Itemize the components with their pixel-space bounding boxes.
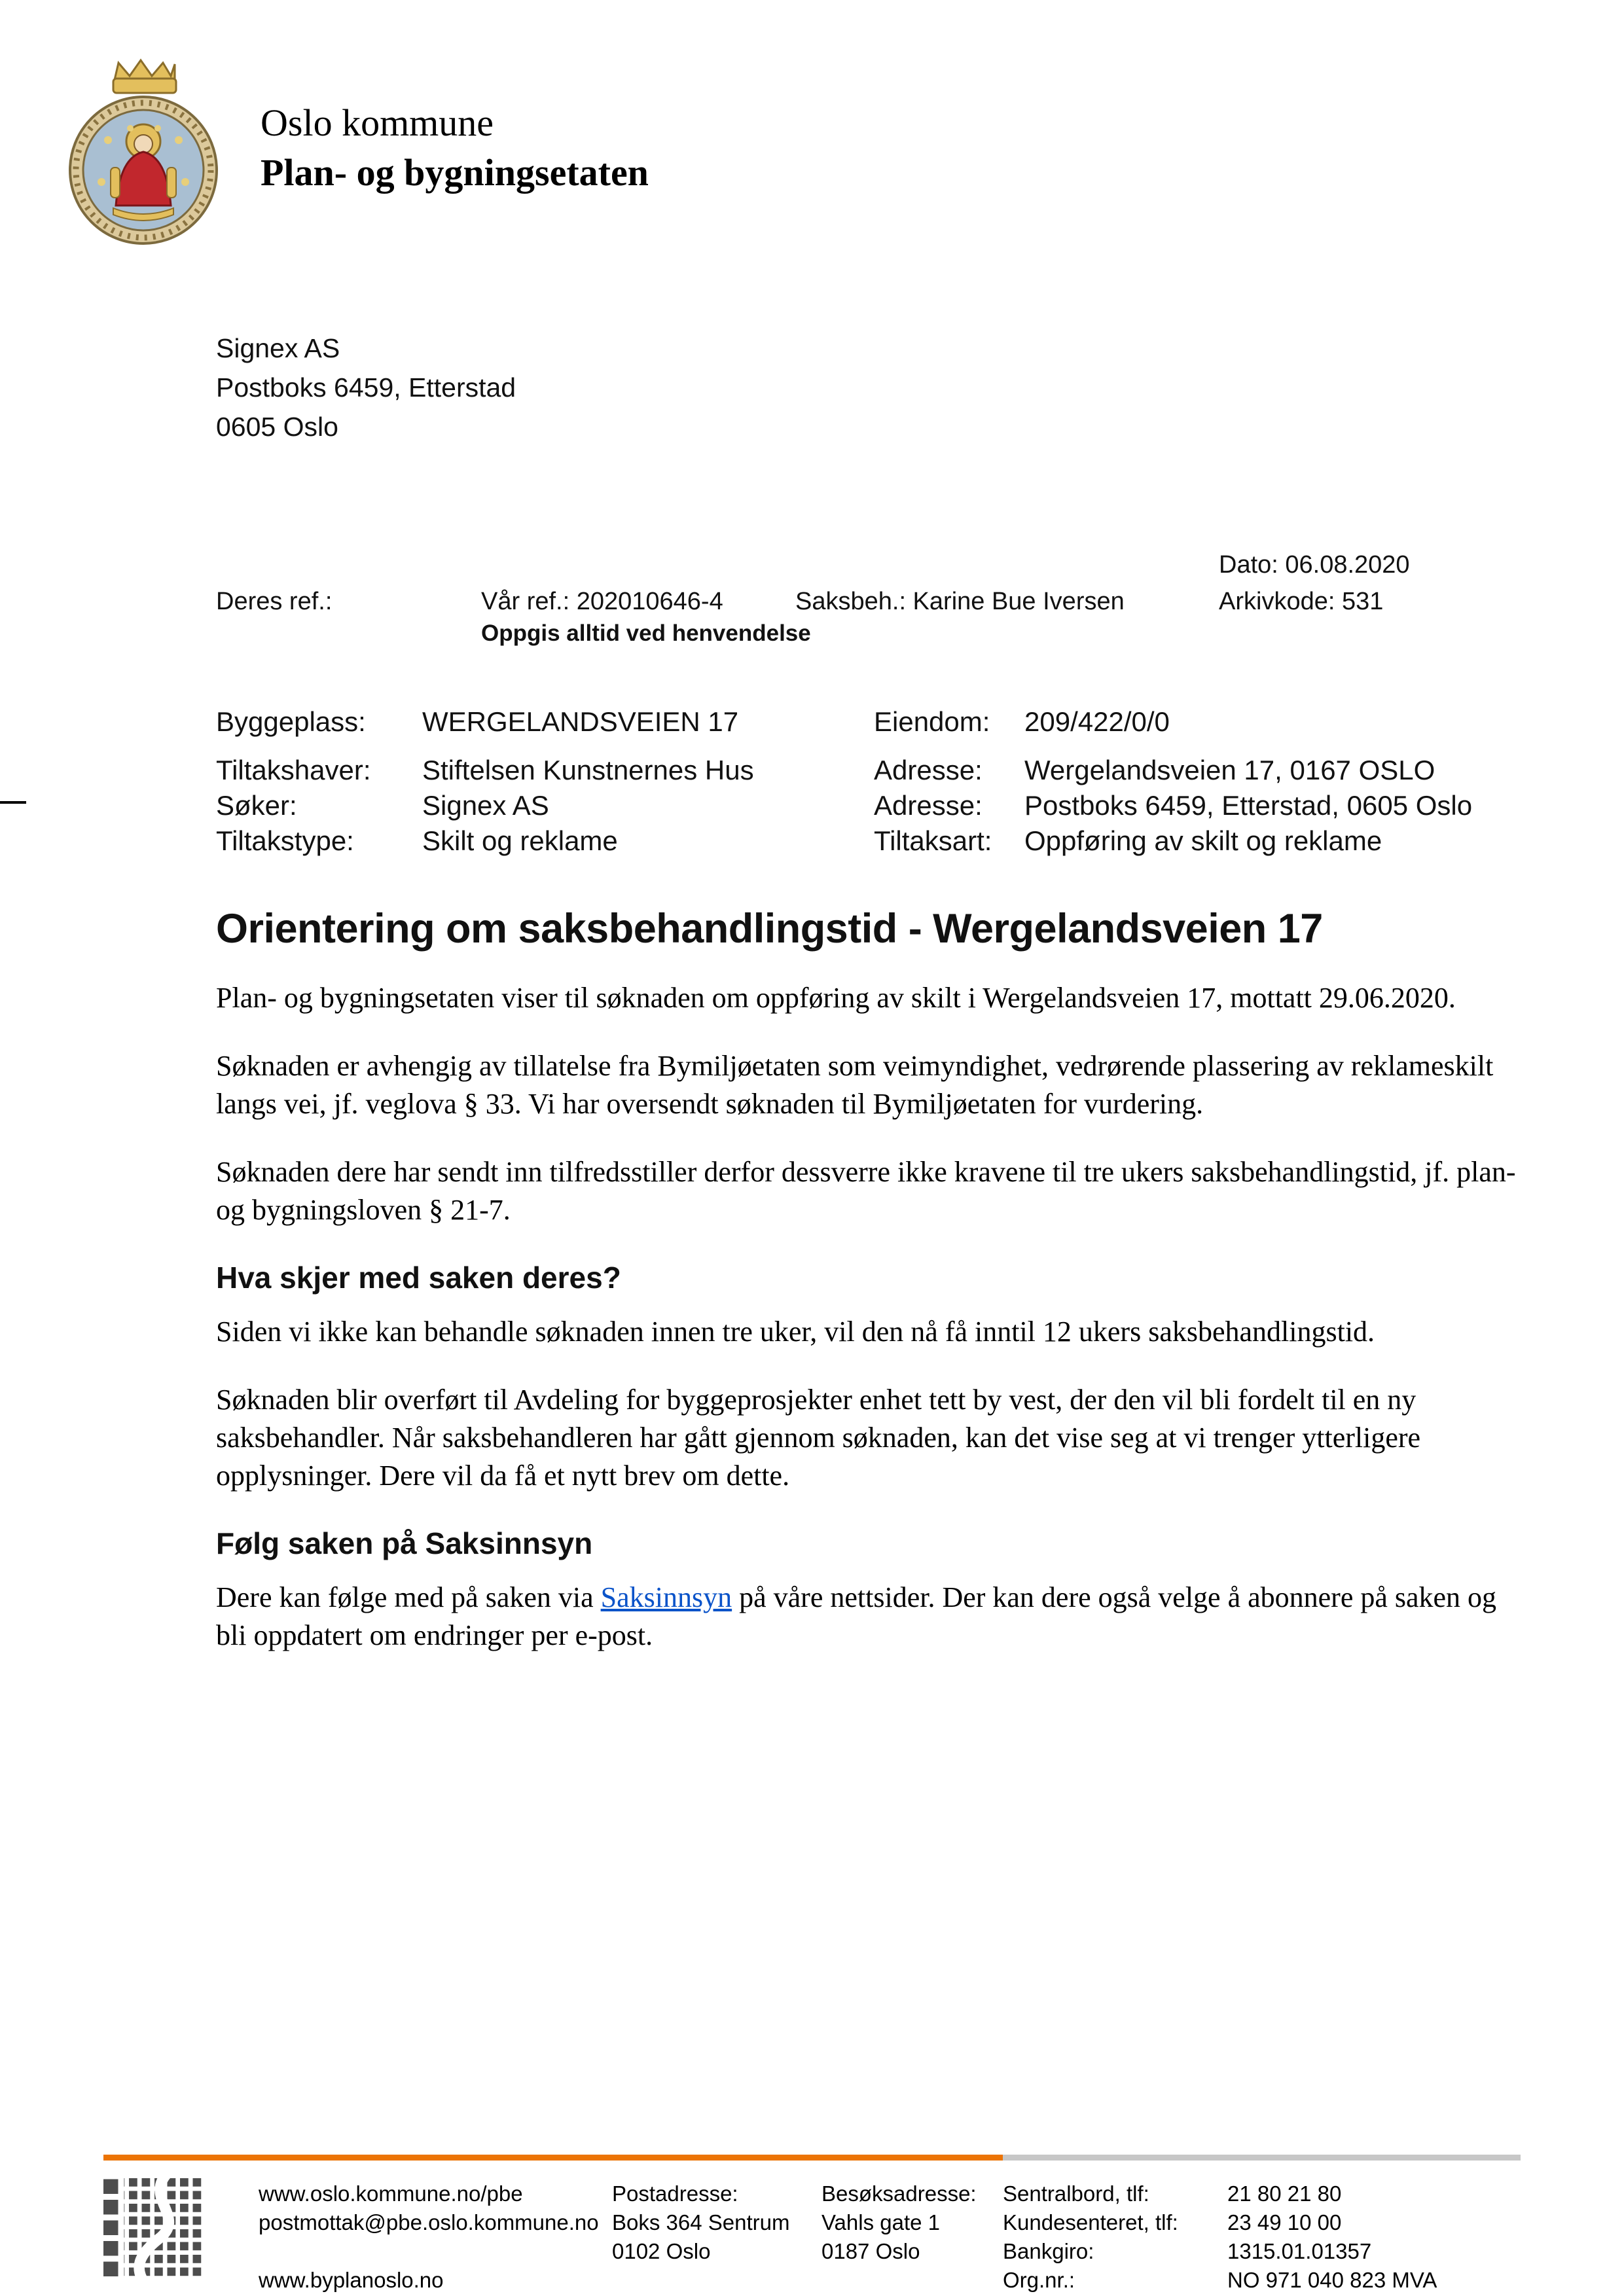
arkivkode: Arkivkode: 531 [1219,588,1384,615]
footer-contact-value: NO 971 040 823 MVA [1227,2268,1437,2292]
footer-visit-column [821,2179,977,2266]
footer-web2: www.byplanoslo.no [259,2268,444,2292]
link-paragraph-after: på våre nettsider. Der kan dere også velge å abonnere på saken og bli oppdatert om endringer per e-post. [216,1581,1497,1651]
footer-contact-label: Kundesenteret, tlf: [1003,2210,1178,2234]
recipient-postal: 0605 Oslo [216,412,338,442]
case-value: Skilt og reklame [422,825,618,856]
fold-mark [0,801,26,804]
paragraph: Søknaden blir overført til Avdeling for byggeprosjekter enhet tett by vest, der den vil bli fordelt til en ny saksbehandler. Når saksbehandleren har gått gjennom søknaden, kan det vise seg at vi trenger ytterligere opplysninger. Dere vil da få et nytt brev om dette. [216,1384,1421,1492]
footer-contact-value: 21 80 21 80 [1227,2181,1342,2206]
department-name: Plan- og bygningsetaten [261,151,649,194]
case-label: Adresse: [874,790,983,821]
oslo-kommune-crest-icon [67,58,219,257]
recipient-street: Postboks 6459, Etterstad [216,372,516,403]
paragraph: Søknaden er avhengig av tillatelse fra Bymiljøetaten som veimyndighet, vedrørende plassering av reklameskilt langs vei, jf. veglova § 33. Vi har oversendt søknaden til Bymiljøetaten for vurdering. [216,1050,1494,1120]
deres-ref: Deres ref.: [216,588,333,615]
footer-postal-line1: Boks 364 Sentrum [612,2210,790,2234]
footer-contact-label: Org.nr.: [1003,2268,1075,2292]
case-label: Adresse: [874,755,983,785]
footer-contact-label: Sentralbord, tlf: [1003,2181,1149,2206]
letterhead [261,98,649,198]
paragraph: Siden vi ikke kan behandle søknaden innen tre uker, vil den nå få inntil 12 ukers saksbehandlingstid. [216,1316,1375,1348]
letter-body [216,905,1525,1685]
footer-pixel-logo-icon [103,2178,206,2284]
paragraph: Plan- og bygningsetaten viser til søknaden om oppføring av skilt i Wergelandsveien 17, mottatt 29.06.2020. [216,982,1456,1014]
section-heading-what-happens: Hva skjer med saken deres? [216,1261,621,1295]
case-label: Eiendom: [874,706,990,737]
recipient-name: Signex AS [216,333,340,363]
section-heading-follow-case: Følg saken på Saksinnsyn [216,1526,593,1560]
case-label: Søker: [216,790,297,821]
footer-web1: www.oslo.kommune.no/pbe [259,2181,523,2206]
case-label: Tiltakshaver: [216,755,371,785]
saksbehandler: Saksbeh.: Karine Bue Iversen [795,588,1125,615]
recipient-address [216,329,516,446]
case-info-table [216,706,1532,860]
table-row [216,789,1532,822]
case-label: Byggeplass: [216,706,366,737]
footer-visit-line2: 0187 Oslo [821,2239,920,2263]
var-ref-note: Oppgis alltid ved henvendelse [481,620,811,646]
footer-email: postmottak@pbe.oslo.kommune.no [259,2210,599,2234]
footer-divider [103,2155,1521,2161]
saksinnsyn-link[interactable]: Saksinnsyn [600,1581,732,1613]
footer-contact-values [1227,2179,1437,2295]
table-row [216,706,1532,738]
footer-visit-label: Besøksadresse: [821,2181,977,2206]
footer-postal-label: Postadresse: [612,2181,738,2206]
footer-contact-labels [1003,2179,1178,2295]
footer-contact-label: Bankgiro: [1003,2239,1094,2263]
table-row [216,825,1532,857]
case-value: Wergelandsveien 17, 0167 OSLO [1024,755,1435,785]
footer-postal-line2: 0102 Oslo [612,2239,711,2263]
footer-web-column [259,2179,599,2295]
footer-visit-line1: Vahls gate 1 [821,2210,941,2234]
divider-gray-segment [1003,2155,1521,2161]
case-label: Tiltaksart: [874,825,992,856]
table-row [216,754,1532,787]
case-value: Oppføring av skilt og reklame [1024,825,1382,856]
var-ref: Vår ref.: 202010646-4 [481,588,723,615]
case-value: WERGELANDSVEIEN 17 [422,706,739,737]
page-title: Orientering om saksbehandlingstid - Wergelandsveien 17 [216,906,1323,952]
org-name: Oslo kommune [261,101,494,144]
case-value: Signex AS [422,790,549,821]
link-paragraph-before: Dere kan følge med på saken via [216,1581,601,1613]
case-value: Postboks 6459, Etterstad, 0605 Oslo [1024,790,1473,821]
footer-contact-value: 1315.01.01357 [1227,2239,1372,2263]
letter-date: Dato: 06.08.2020 [1219,551,1410,579]
case-label: Tiltakstype: [216,825,354,856]
divider-orange-segment [103,2155,1003,2161]
paragraph-with-link [216,1579,1525,1655]
footer-contact-value: 23 49 10 00 [1227,2210,1342,2234]
paragraph: Søknaden dere har sendt inn tilfredsstiller derfor dessverre ikke kravene til tre ukers saksbehandlingstid, jf. plan- og bygningsloven § 21-7. [216,1156,1516,1226]
case-value: Stiftelsen Kunstnernes Hus [422,755,754,785]
case-value: 209/422/0/0 [1024,706,1170,737]
footer-postal-column [612,2179,789,2266]
